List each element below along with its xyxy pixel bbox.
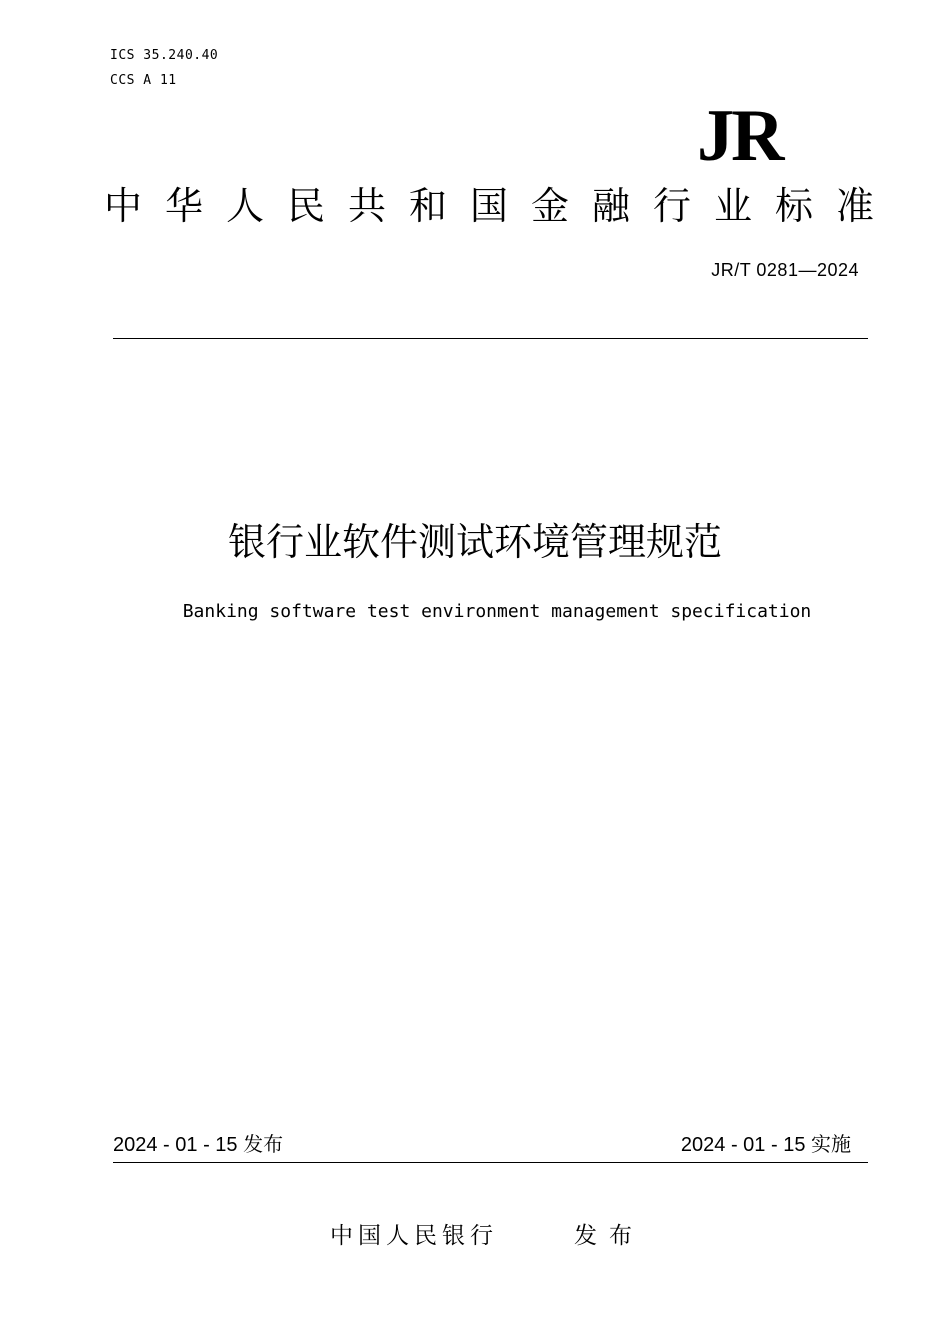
- implementation-date: 2024 - 01 - 15 实施: [680, 1134, 851, 1156]
- standard-number: JR/T 0281—2024: [711, 260, 859, 280]
- document-title-chinese: 银行业软件测试环境管理规范: [227, 520, 722, 564]
- standard-category-title: 中华人民共和国金融行业标准: [104, 184, 898, 228]
- header-divider: [113, 338, 868, 339]
- footer-divider: [113, 1162, 868, 1163]
- publisher-action: 发布: [574, 1223, 644, 1249]
- document-title-english: Banking software test environment management specification: [182, 601, 812, 622]
- publisher-name: 中国人民银行: [330, 1223, 498, 1249]
- ccs-code: CCS A 11: [110, 73, 177, 88]
- issue-date: 2024 - 01 - 15 发布: [113, 1134, 284, 1156]
- ics-code: ICS 35.240.40: [110, 48, 219, 63]
- jr-logo: JR: [697, 95, 782, 177]
